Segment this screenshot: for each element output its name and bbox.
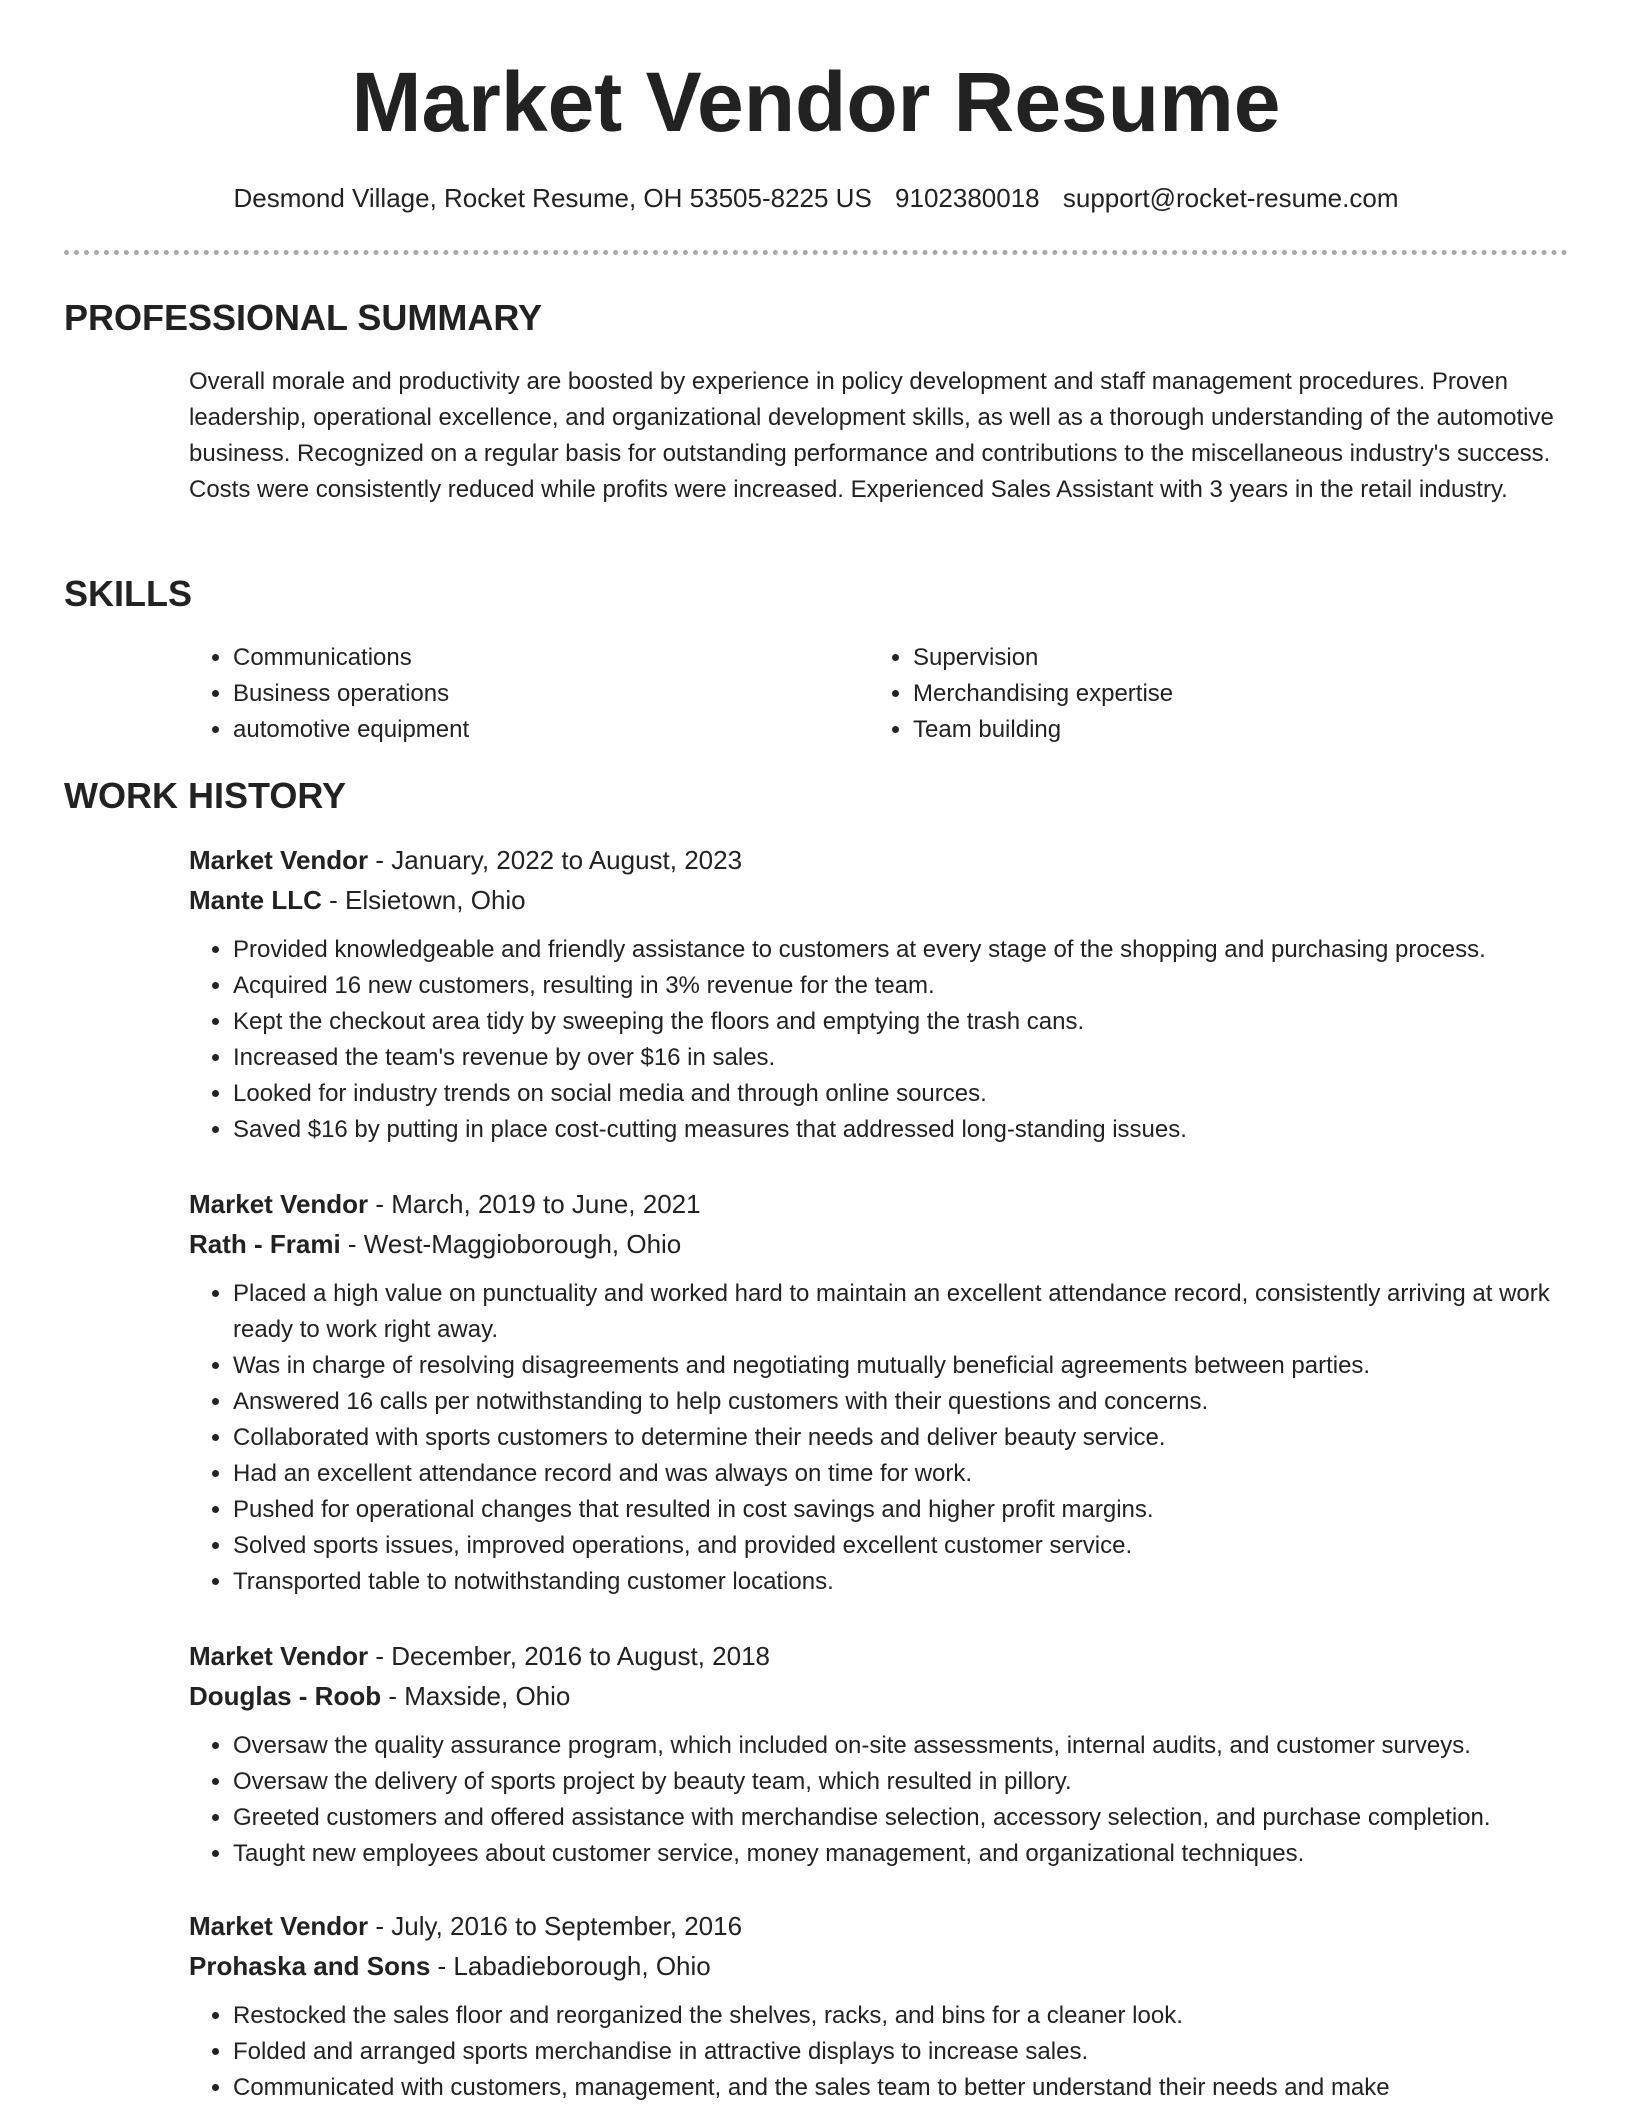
job-bullet: • Folded and arranged sports merchandise in attractive displays to increase sales. bbox=[233, 2034, 1569, 2070]
job-bullet: • Restocked the sales floor and reorganized the shelves, racks, and bins for a cleaner look. bbox=[233, 1998, 1569, 2034]
job-bullet: • Transported table to notwithstanding customer locations. bbox=[233, 1564, 1569, 1600]
skill-item: • Business operations bbox=[233, 676, 869, 712]
skills-column-left bbox=[189, 640, 869, 748]
job-bullet: • Acquired 16 new customers, resulting in 3% revenue for the team. bbox=[233, 968, 1569, 1004]
resume-title: Market Vendor Resume bbox=[351, 55, 1281, 149]
contact-line bbox=[0, 180, 1632, 216]
job-bullet: • Was in charge of resolving disagreements and negotiating mutually beneficial agreements between parties. bbox=[233, 1348, 1569, 1384]
job-bullet: • Collaborated with sports customers to determine their needs and deliver beauty service. bbox=[233, 1420, 1569, 1456]
job-entry bbox=[189, 1906, 1569, 2106]
job-bullet: • Taught new employees about customer service, money management, and organizational techniques. bbox=[233, 1836, 1569, 1872]
job-bullet: • Looked for industry trends on social media and through online sources. bbox=[233, 1076, 1569, 1112]
job-bullet: • Greeted customers and offered assistance with merchandise selection, accessory selection, and purchase completion. bbox=[233, 1800, 1569, 1836]
skills-heading: SKILLS bbox=[64, 573, 193, 614]
job-title: Market Vendor bbox=[189, 1641, 369, 1671]
job-location: - Maxside, Ohio bbox=[381, 1681, 571, 1711]
job-bullets bbox=[189, 932, 1569, 1148]
job-company: Prohaska and Sons bbox=[189, 1951, 431, 1981]
job-bullet: • Oversaw the quality assurance program, which included on-site assessments, internal audits, and customer surveys. bbox=[233, 1728, 1569, 1764]
job-bullets bbox=[189, 1276, 1569, 1600]
skill-item: • Supervision bbox=[913, 640, 1549, 676]
job-dates: - July, 2016 to September, 2016 bbox=[368, 1911, 743, 1941]
job-title-line bbox=[189, 1636, 1569, 1676]
job-bullet: • Oversaw the delivery of sports project by beauty team, which resulted in pillory. bbox=[233, 1764, 1569, 1800]
job-bullet: • Kept the checkout area tidy by sweeping the floors and emptying the trash cans. bbox=[233, 1004, 1569, 1040]
job-bullet: • Pushed for operational changes that resulted in cost savings and higher profit margins. bbox=[233, 1492, 1569, 1528]
skill-item: • Team building bbox=[913, 712, 1549, 748]
job-bullet: • Solved sports issues, improved operations, and provided excellent customer service. bbox=[233, 1528, 1569, 1564]
contact-address: Desmond Village, Rocket Resume, OH 53505-8225 US bbox=[233, 183, 872, 213]
skill-item: • automotive equipment bbox=[233, 712, 869, 748]
job-title: Market Vendor bbox=[189, 1911, 369, 1941]
job-company-line bbox=[189, 1676, 1569, 1716]
job-bullets bbox=[189, 1998, 1569, 2106]
job-bullet: • Placed a high value on punctuality and worked hard to maintain an excellent attendance record, consistently arriving at work ready to work right away. bbox=[233, 1276, 1569, 1348]
work-history-heading: WORK HISTORY bbox=[64, 775, 347, 816]
summary-heading: PROFESSIONAL SUMMARY bbox=[64, 297, 543, 338]
job-bullet: • Had an excellent attendance record and was always on time for work. bbox=[233, 1456, 1569, 1492]
job-company-line bbox=[189, 880, 1569, 920]
job-location: - Elsietown, Ohio bbox=[321, 885, 526, 915]
job-bullet: • Communicated with customers, management, and the sales team to better understand their needs and make bbox=[233, 2070, 1569, 2106]
job-bullet: • Saved $16 by putting in place cost-cutting measures that addressed long-standing issues. bbox=[233, 1112, 1569, 1148]
job-bullet: • Provided knowledgeable and friendly assistance to customers at every stage of the shopping and purchasing process. bbox=[233, 932, 1569, 968]
job-company-line bbox=[189, 1946, 1569, 1986]
job-bullet: • Increased the team's revenue by over $16 in sales. bbox=[233, 1040, 1569, 1076]
job-title-line bbox=[189, 840, 1569, 880]
job-company: Mante LLC bbox=[189, 885, 322, 915]
skills-column-right bbox=[869, 640, 1549, 748]
job-bullet: • Answered 16 calls per notwithstanding to help customers with their questions and concerns. bbox=[233, 1384, 1569, 1420]
job-location: - West-Maggioborough, Ohio bbox=[340, 1229, 682, 1259]
job-company: Douglas - Roob bbox=[189, 1681, 382, 1711]
job-entry bbox=[189, 840, 1569, 1148]
summary-text: Overall morale and productivity are boosted by experience in policy development and staff management procedures. Proven leadership, operational excellence, and organizational development skills, as well as a thorough understanding of the automotive business. Recognized on a regular basis for outstanding performance and contributions to the miscellaneous industry's success. Costs were consistently reduced while profits were increased. Experienced Sales Assistant with 3 years in the retail industry. bbox=[189, 368, 1554, 503]
contact-phone: 9102380018 bbox=[895, 183, 1040, 213]
job-title: Market Vendor bbox=[189, 1189, 369, 1219]
job-dates: - March, 2019 to June, 2021 bbox=[368, 1189, 701, 1219]
job-title-line bbox=[189, 1184, 1569, 1224]
job-dates: - December, 2016 to August, 2018 bbox=[368, 1641, 770, 1671]
skills-list bbox=[189, 640, 1569, 748]
job-bullets bbox=[189, 1728, 1569, 1872]
job-title-line bbox=[189, 1906, 1569, 1946]
job-entry bbox=[189, 1184, 1569, 1600]
job-location: - Labadieborough, Ohio bbox=[430, 1951, 711, 1981]
contact-email: support@rocket-resume.com bbox=[1062, 183, 1399, 213]
job-company-line bbox=[189, 1224, 1569, 1264]
skill-item: • Merchandising expertise bbox=[913, 676, 1549, 712]
skill-item: • Communications bbox=[233, 640, 869, 676]
header-divider bbox=[64, 250, 1568, 255]
job-entry bbox=[189, 1636, 1569, 1872]
job-dates: - January, 2022 to August, 2023 bbox=[368, 845, 743, 875]
job-title: Market Vendor bbox=[189, 845, 369, 875]
job-company: Rath - Frami bbox=[189, 1229, 341, 1259]
